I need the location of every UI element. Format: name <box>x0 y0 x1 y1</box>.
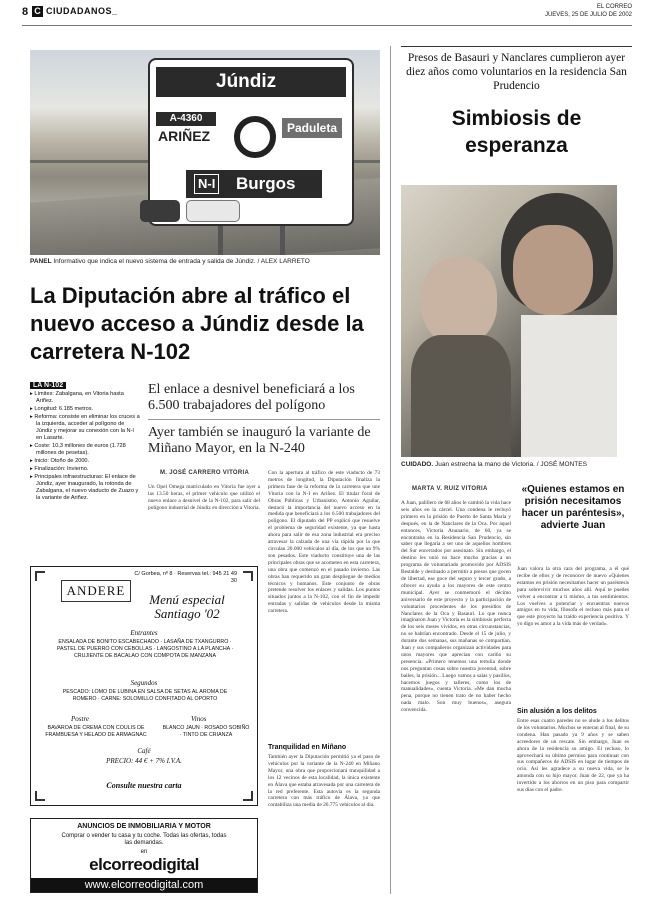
roundabout-icon <box>234 116 276 158</box>
main-headline: La Diputación abre al tráfico el nuevo acceso a Júndiz desde la carretera N-102 <box>30 283 364 364</box>
right-kicker: Presos de Basauri y Nanclares cumplieron ayer diez años como voluntarios en la residencia San Prudencio <box>401 46 632 93</box>
classified-text: Comprar o vender tu casa y tu coche. Todas las ofertas, todas las demandas. <box>61 833 227 846</box>
sign-bottom-code: N-I <box>194 174 219 194</box>
byline: M. JOSÉ CARRERO VITORIA <box>160 470 250 476</box>
issue-date: JUEVES, 25 DE JULIO DE 2002 <box>544 12 632 18</box>
road-sign <box>148 58 354 226</box>
factbox-title: LA N-102 <box>30 382 66 389</box>
factbox-item: ▸ Reforma: consiste en eliminar los cruces a la izquierda, acceder al polígono de Júndiz y mejorar su conexión con la N-I en Lasarte. <box>30 414 140 441</box>
postre-title: Postre <box>71 715 90 723</box>
road-sign-photo <box>30 50 380 255</box>
entrantes-list: ENSALADA DE BONITO ESCABECHADO · LASAÑA DE TXANGURRO · PASTEL DE PUERRO CON CEBOLLAS · LANGOSTINO A LA PLANCHA · CRUJIENTE DE BACALAO CON COMPOTA DE MANZANA <box>56 639 234 659</box>
caption-text: Informativo que indica el nuevo sistema de entrada y salida de Júndiz. / ALEX LARRETO <box>53 258 310 265</box>
section-icon: C <box>32 6 43 17</box>
sign-bottom-label <box>186 170 322 198</box>
cafe-label: Café <box>137 747 151 755</box>
masthead-info <box>545 3 632 19</box>
article-subhead: Tranquilidad en Miñano <box>268 744 347 751</box>
page-number: 8 <box>22 6 29 18</box>
car-shape <box>140 200 180 222</box>
right-column-2: Juan valora la otra cara del programa, a él qué recibe de ellos y de reconocer de nuevo «Quienes estamos en prisión necesitamos hacer un paréntesis para sobrevivir muchos años allí. Aquí te puedes volver a encontrar a ti mismo, a tus sentimientos. Los vuelves a potenciar y encuentras nuevos amigos en tu vida, filosofa el recluso más para el que este proyecto ha traído experiencia positiva. Y yo digo es amor a la vida más de verdad». <box>517 566 629 628</box>
vinos-title: Vinos <box>191 715 207 723</box>
right-column-1: A Juan, palillero de 68 años le cambió la vida hace seis años en la cárcel. Una condena le recluyó primero en la prisión de Puerto de Santa María y después, en la de Nanclares de la Oca. Por aquel entonces, Victoria Anunario, de 60, ya se encontraba en la Residencia San Prudencio, sin saber que llegaría a ser uno de aquellos hombres del Sur encerrados por asesinato. Sin embargo, el destino les unió no hace mucho gracias a un programa de voluntariado promovido por ADSIS Bestalde y destinado a permitir a presos que gocen de libertad, ese goce del seguro y tercer grado, a ofrecer su ayuda a los mayores de este centro municipal. Ayer se conmemoró el décimo aniversario de este proyecto y la participación de voluntarios procedentes de los presidios de Nanclares de la Oca y Basauri. Lo que nunca imaginaron Juan y Victoria es la simbiosis perfecta de los seis meses vividos, en otras circunstancias, no se habrían encontrado. Desde el 15 de julio, y durante dos semanas, sus mañanas se compartían. Juan y sus compañeros organizan actividades para unos mayores que aprecian con cariño su presencia. «Primero tenemos una tertulia donde nos preguntan cosas sobre nuestra juventud, sobre bailes, la prisión... Luego vamos a salas y pasillos, hacemos juegos y talleres, como los de manualidades», cuenta Victoria. «Me dan mucha pena, porque no tienen trato de no haber hecho nada malo. Son muy buenos», asegura convencida. <box>401 500 511 714</box>
page-header <box>22 6 632 26</box>
right-byline: MARTA V. RUIZ VITORIA <box>412 486 488 492</box>
right-column-3: Entre esas cuatro paredes no se alude a los delitos de los voluntarios. Muchos se enteran al final, de su condena. Han pasado ya 9 años y se saben acreedores de un rescate. Sin embargo, Juan es ahora de la residencia su amigo. El recluso, lo aprovechará su último permiso para continuar con sus compañeros de ADSIS en lugar de tiempos de ocio. Así les agradece a su nueva vida, se le amonda con su hijo mayor. Juan de 22, que ya ha invertido a los ahorros en un piso para compartir sus días con el padre. <box>517 718 629 794</box>
volunteer-photo <box>401 185 617 457</box>
right-article <box>401 46 632 159</box>
sign-left-label: ARIÑEZ <box>158 128 211 144</box>
deck-primary: El enlace a desnivel beneficiará a los 6.500 trabajadores del polígono <box>148 382 380 420</box>
car-shape <box>186 200 240 222</box>
factbox-item: ▸ Finalización: Invierno. <box>30 466 89 472</box>
vinos-list: BLANCO JAUN · ROSADO SOBIÑO · TINTO DE CRIANZA <box>162 725 250 738</box>
deck-secondary: Ayer también se inauguró la variante de Miñano Mayor, en la N-240 <box>148 425 371 456</box>
article-column-2: Con la apertura al tráfico de este viaducto de 73 metros de longitud, la Diputación finaliza la primera fase de la reforma de la carretera que une Vitoria con la N-I en Ariñez. El titular foral de Obras Públicas y Urbanismo, Antonio Aguilar, destacó la importancia del nuevo acceso en la medida que beneficiará a los 6.500 trabajadores del polígono. El diputado del PP explicó que resuelve el problema de seguridad existente, ya que hasta ahora para salir de esa zona industrial era preciso atravesar la calzada de una vía rápida por la que circulan 20.000 vehículos al día, de los que un 9% son pesados. Este viaducto constituye una de las principales obras que se acometen en esta carretera, una obra que comenzó en el pasado invierno. Las obras han requerido un gran despliegue de medios técnicos y humanos. Este conjunto de obras pretende resolver los enlaces y salidas. Los puntos situados juntos a la N-102, con el fin de impedir entradas y salidas de vehículos desde la misma carretera. <box>268 470 380 615</box>
article-column-3: También ayer la Diputación permitió ya el paso de vehículos por la variante de la N-240 en Miñano Mayor, una obra que proporcionará tranquilidad a los 12 vecinos de esta localidad, la única existente en Álava que estaba atravesada por una carretera de la red preferente. Esta autovía es la segunda carretera con más tráfico de Álava, ya que contabiliza una media de 26.775 vehículos al día. <box>268 754 380 809</box>
restaurant-ad <box>30 566 258 806</box>
section-label: CIUDADANOS_ <box>46 6 118 16</box>
right-headline: Simbiosis de esperanza <box>451 107 582 157</box>
factbox-item: ▸ Límites: Zabalgana, en Vitoria hasta Ariñez. <box>30 391 124 404</box>
caption-lead: PANEL <box>30 258 52 265</box>
article-column-1: Un Opel Omega matriculado en Vitoria fue ayer a las 13.50 horas, el primer vehículo que utilizó el nuevo enlace a desnivel de la N-102, para salir del polígono industrial de Júndiz en dirección a Vitoria. <box>148 484 260 511</box>
classified-en: en <box>140 849 148 855</box>
pull-quote: «Quienes estamos en prisión necesitamos hacer un paréntesis», advierte Juan <box>521 484 625 531</box>
sign-road-code: A-4360 <box>156 112 216 126</box>
factbox-item: ▸ Inicio: Otoño de 2000. <box>30 458 90 464</box>
website-url[interactable]: www.elcorreodigital.com <box>31 878 257 892</box>
restaurant-address: C/ Gorbea, nº 8 · Reservas tel.: 945 21 49 30 <box>134 571 237 584</box>
menu-title: Menú especial Santiago '02 <box>149 592 225 621</box>
factbox <box>30 382 140 552</box>
factbox-item: ▸ Principales infraestructuras: El enlace de Júndiz, ayer inaugurado, la rotonda de Zabalgana, el nuevo viaducto de Zuazo y la variante de Ariñez. <box>30 474 139 501</box>
factbox-item: ▸ Coste: 10,3 millones de euros (1.728 millones de pesetas). <box>30 443 126 456</box>
segundos-list: PESCADO: LOMO DE LUBINA EN SALSA DE SETAS AL AROMA DE ROMERO · CARNE: SOLOMILLO CONFITADO AL OPORTO <box>62 689 228 702</box>
menu-price: PRECIO: 44 € + 7% I.V.A. <box>106 757 182 765</box>
right-caption-lead: CUIDADO. <box>401 461 434 468</box>
postre-list: BAVAROA DE CREMA CON COULIS DE FRAMBUESA Y HELADO DE ARMAGNAC <box>45 725 147 738</box>
factbox-list <box>30 391 140 502</box>
paper-name: EL CORREO <box>596 4 632 10</box>
right-photo-caption <box>401 460 632 469</box>
factbox-item: ▸ Longitud: 6.185 metros. <box>30 406 94 412</box>
sign-right-label: Paduleta <box>282 118 342 138</box>
right-caption-text: Juan estrecha la mano de Victoria. / JOSÉ MONTES <box>434 461 587 468</box>
sign-bottom-city: Burgos <box>236 174 296 193</box>
consult-link: Consulte nuestra carta <box>106 781 182 790</box>
restaurant-name: ANDERE <box>61 580 131 602</box>
segundos-title: Segundos <box>130 679 158 687</box>
entrantes-title: Entrantes <box>130 629 158 637</box>
deck-block <box>148 382 380 457</box>
sign-top-label: Júndiz <box>156 67 346 97</box>
photo-caption <box>30 257 380 266</box>
classified-title: ANUNCIOS DE INMOBILIARIA Y MOTOR <box>77 823 211 830</box>
classified-ad <box>30 818 258 893</box>
right-subhead: Sin alusión a los delitos <box>517 708 597 715</box>
brand-logo: elcorreodigital <box>89 855 199 874</box>
